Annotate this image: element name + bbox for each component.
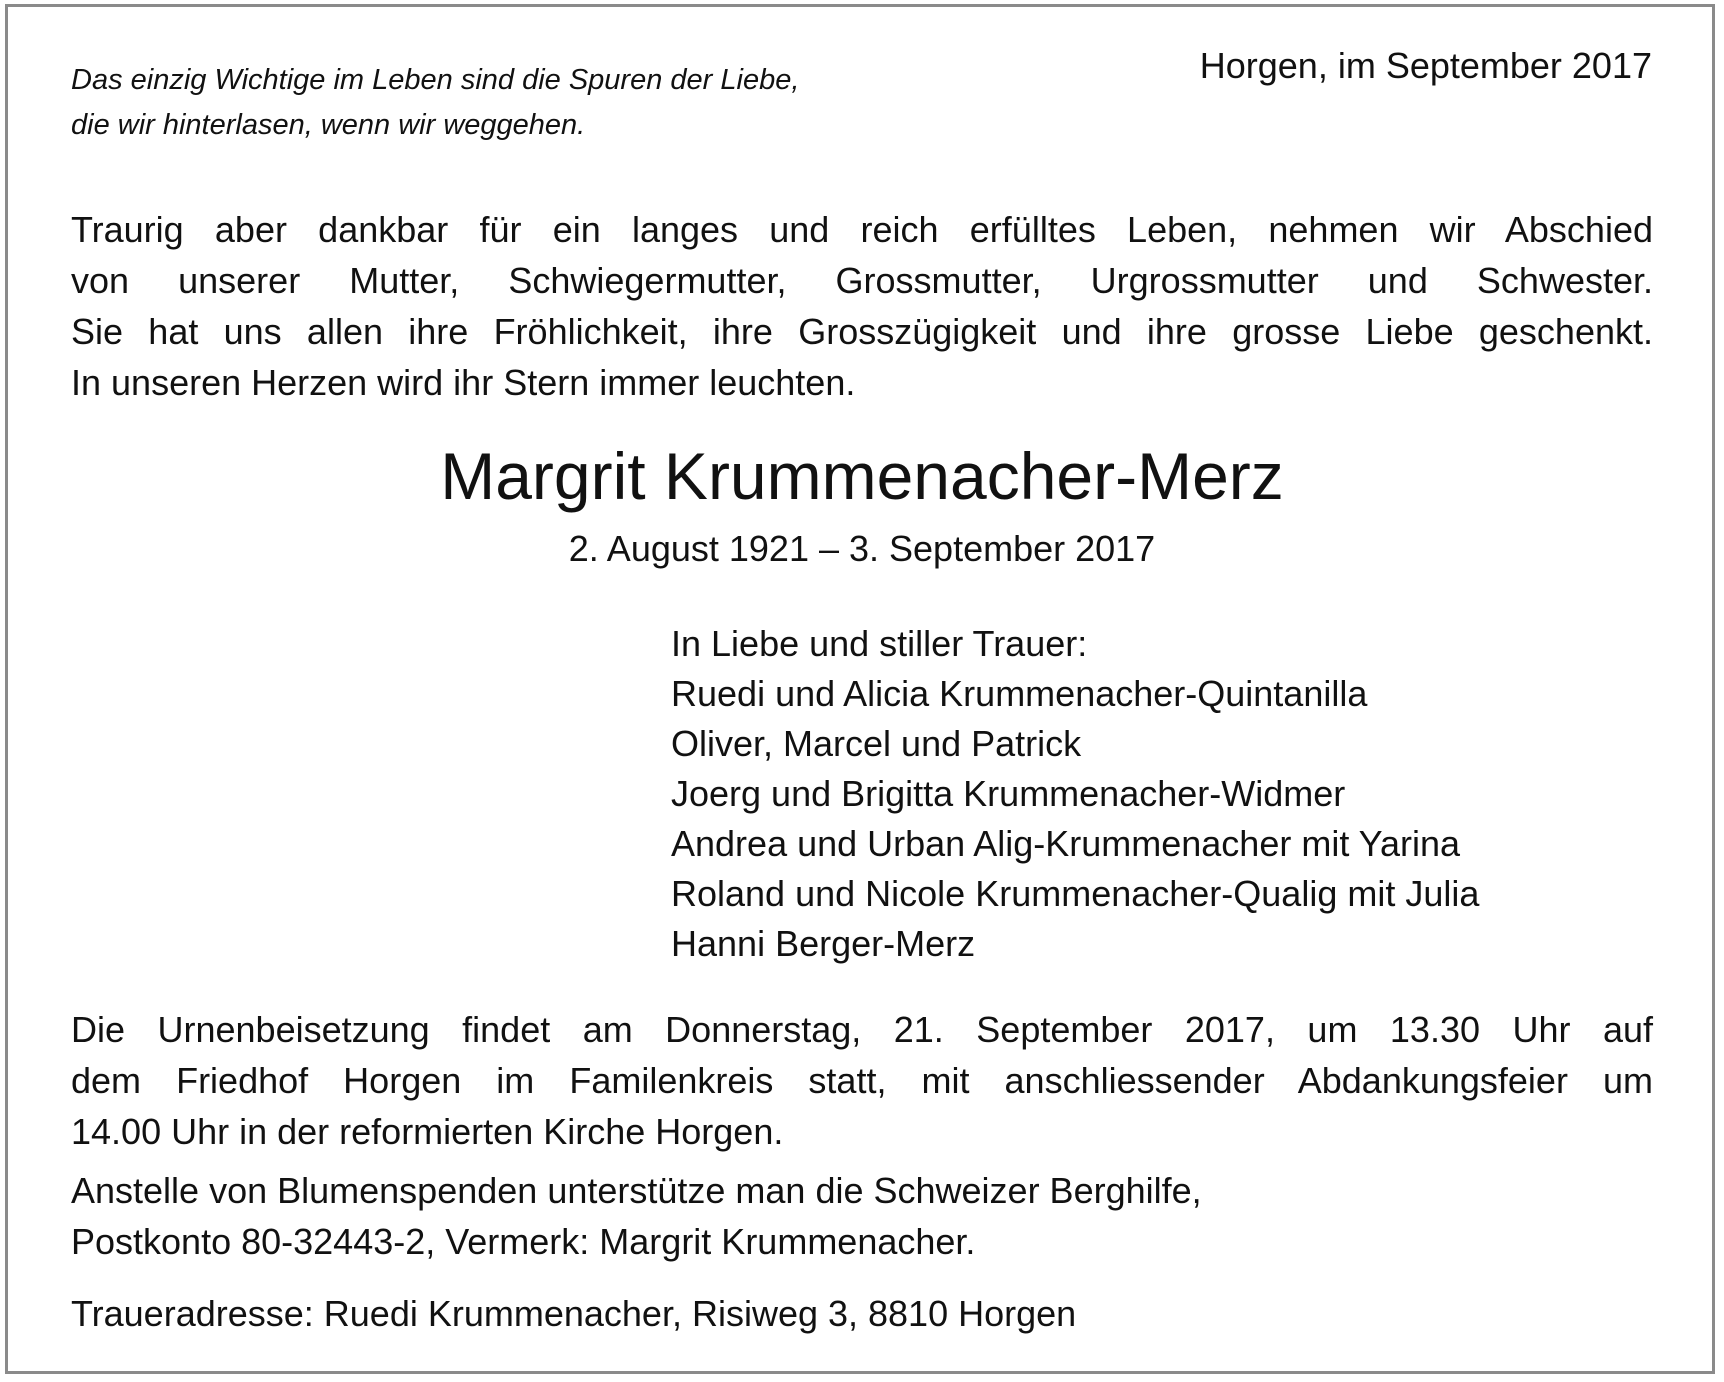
mourner-entry: Oliver, Marcel und Patrick <box>671 723 1082 764</box>
donation-line: Postkonto 80-32443-2, Vermerk: Margrit Krummenacher. <box>71 1221 976 1262</box>
deceased-name: Margrit Krummenacher-Merz <box>440 439 1284 513</box>
motto-line: Das einzig Wichtige im Leben sind die Spuren der Liebe, <box>71 64 800 96</box>
intro-line: von unserer Mutter, Schwiegermutter, Grossmutter, Urgrossmutter und Schwester. <box>71 260 1653 301</box>
mourner-entry: Joerg und Brigitta Krummenacher-Widmer <box>671 773 1346 814</box>
mourning-address: Traueradresse: Ruedi Krummenacher, Risiweg 3, 8810 Horgen <box>71 1293 1077 1334</box>
mourner-entry: Hanni Berger-Merz <box>671 923 976 964</box>
motto-quote <box>71 58 1071 148</box>
intro-line: Traurig aber dankbar für ein langes und reich erfülltes Leben, nehmen wir Abschied <box>71 209 1653 250</box>
mourner-entry: Ruedi und Alicia Krummenacher-Quintanilla <box>671 673 1368 714</box>
mourners-heading: In Liebe und stiller Trauer: <box>671 623 1088 664</box>
ceremony-line: 14.00 Uhr in der reformierten Kirche Horgen. <box>71 1111 784 1152</box>
mourner-entry: Andrea und Urban Alig-Krummenacher mit Yarina <box>671 823 1461 864</box>
donation-paragraph <box>71 1165 1653 1267</box>
ceremony-line: dem Friedhof Horgen im Familenkreis statt, mit anschliessender Abdankungsfeier um <box>71 1060 1653 1101</box>
mourners-list <box>671 619 1671 969</box>
ceremony-paragraph <box>71 1004 1653 1157</box>
intro-line: In unseren Herzen wird ihr Stern immer leuchten. <box>71 362 856 403</box>
place-and-date: Horgen, im September 2017 <box>1199 45 1652 86</box>
mourner-entry: Roland und Nicole Krummenacher-Qualig mit Julia <box>671 873 1480 914</box>
life-dates: 2. August 1921 – 3. September 2017 <box>568 528 1156 569</box>
motto-line: die wir hinterlasen, wenn wir weggehen. <box>71 109 586 141</box>
donation-line: Anstelle von Blumenspenden unterstütze man die Schweizer Berghilfe, <box>71 1170 1202 1211</box>
intro-line: Sie hat uns allen ihre Fröhlichkeit, ihre Grosszügigkeit und ihre grosse Liebe geschenkt. <box>71 311 1653 352</box>
intro-paragraph <box>71 204 1653 408</box>
ceremony-line: Die Urnenbeisetzung findet am Donnerstag, 21. September 2017, um 13.30 Uhr auf <box>71 1009 1653 1050</box>
